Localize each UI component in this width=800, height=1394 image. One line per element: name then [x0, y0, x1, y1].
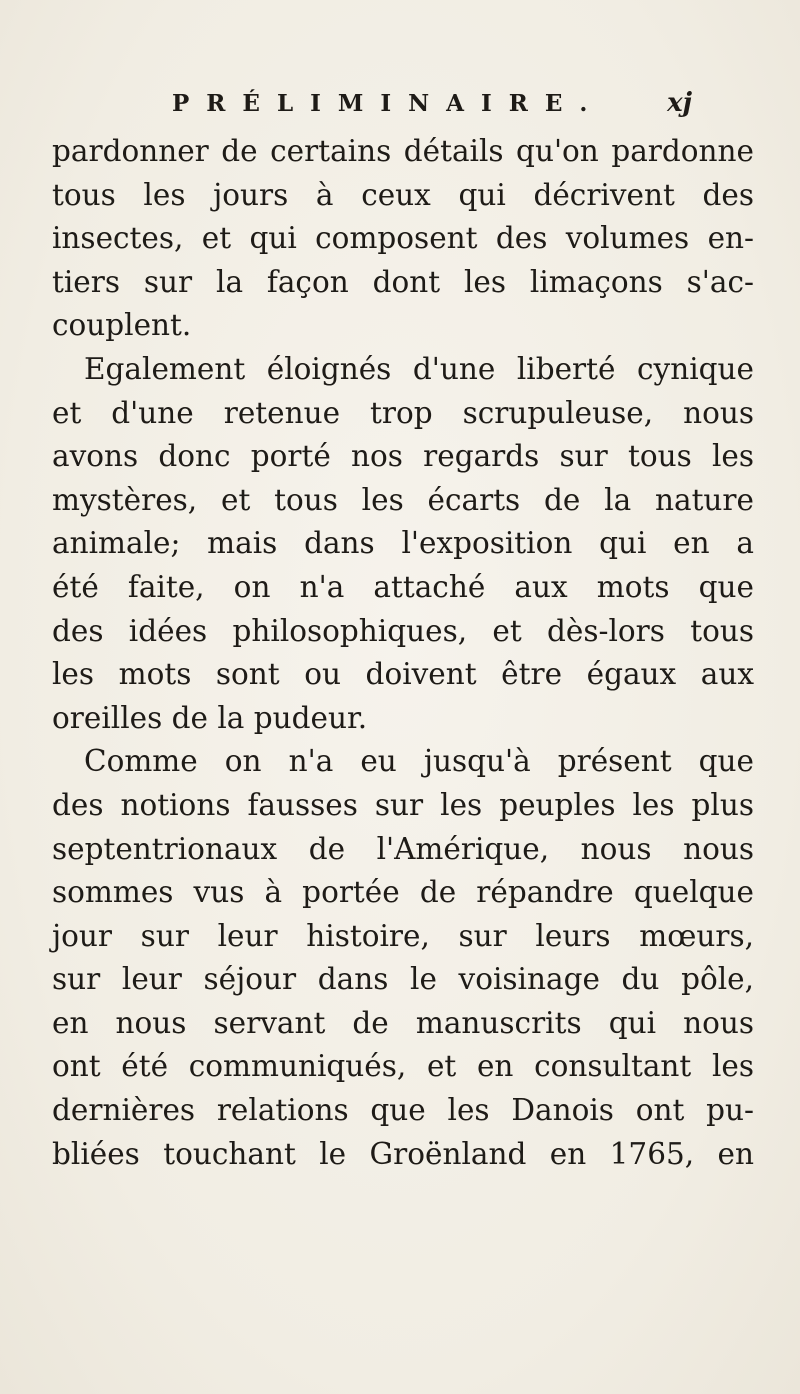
body-text — [52, 130, 754, 1176]
text-line: ont été communiqués, et en consultant les — [52, 1049, 754, 1084]
text-line: oreilles de la pudeur. — [52, 700, 368, 735]
running-title: PRÉLIMINAIRE. — [172, 90, 605, 117]
text-line: des idées philosophiques, et dès-lors tous — [52, 613, 754, 648]
text-line: pardonner de certains détails qu'on pardonne — [52, 134, 754, 168]
text-line: été faite, on n'a attaché aux mots que — [52, 569, 754, 604]
text-line: sur leur séjour dans le voisinage du pôle, — [52, 962, 754, 997]
text-line: tiers sur la façon dont les limaçons s'ac- — [52, 264, 754, 299]
page-number: xj — [667, 88, 692, 118]
text-line: les mots sont ou doivent être égaux aux — [52, 657, 754, 692]
text-line: mystères, et tous les écarts de la nature — [52, 482, 754, 517]
text-line: et d'une retenue trop scrupuleuse, nous — [52, 395, 754, 430]
text-line: avons donc porté nos regards sur tous les — [52, 439, 754, 474]
text-line: sommes vus à portée de répandre quelque — [52, 875, 754, 910]
text-line: couplent. — [52, 308, 192, 343]
text-line: bliées touchant le Groënland en 1765, en — [52, 1136, 754, 1171]
text-line: des notions fausses sur les peuples les plus — [52, 787, 754, 822]
text-line: tous les jours à ceux qui décrivent des — [52, 177, 754, 212]
text-line: insectes, et qui composent des volumes en- — [52, 221, 754, 256]
text-line: en nous servant de manuscrits qui nous — [52, 1005, 754, 1040]
paragraph-start-line: Egalement éloignés d'une liberté cynique — [84, 351, 754, 386]
paragraph-start-line: Comme on n'a eu jusqu'à présent que — [84, 744, 754, 779]
text-line: animale; mais dans l'exposition qui en a — [52, 526, 754, 561]
text-line: dernières relations que les Danois ont pu- — [52, 1093, 754, 1128]
page-header — [172, 90, 692, 126]
text-line: septentrionaux de l'Amérique, nous nous — [52, 831, 754, 866]
text-line: jour sur leur histoire, sur leurs mœurs, — [52, 918, 754, 953]
